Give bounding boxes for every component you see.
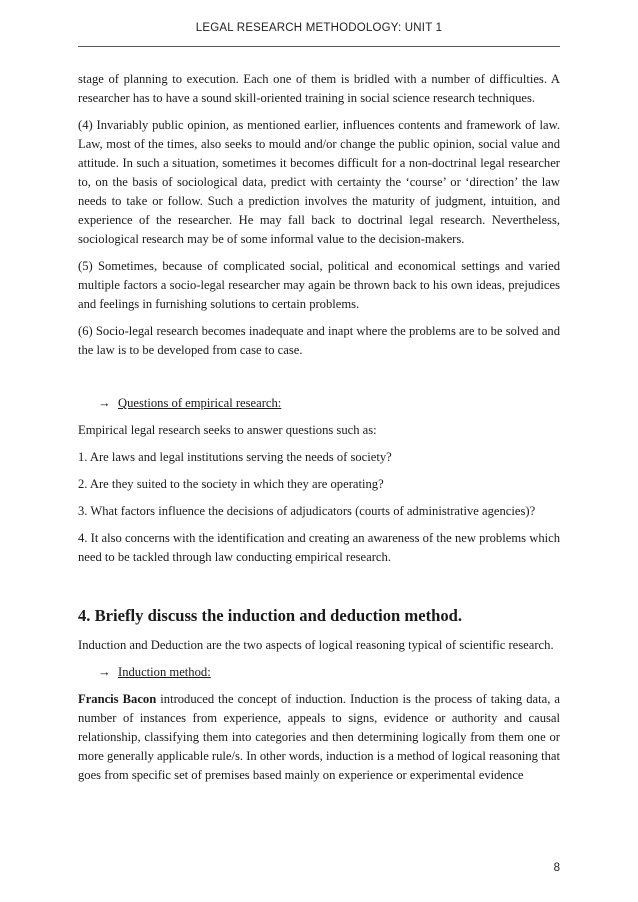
page-number: 8	[553, 862, 560, 874]
paragraph-point-5: (5) Sometimes, because of complicated social, political and economical settings and varied multiple factors a socio-legal researcher may again be thrown back to his own ideas, prejudices and feelings in furnishing solutions to certain problems.	[78, 259, 560, 311]
header-divider	[78, 46, 560, 47]
arrow-right-icon: →	[98, 396, 111, 410]
section-heading: 4. Briefly discuss the induction and deduction method.	[78, 606, 463, 625]
page-header: LEGAL RESEARCH METHODOLOGY: UNIT 1	[195, 22, 443, 34]
section-intro: Induction and Deduction are the two aspects of logical reasoning typical of scientific research.	[78, 638, 554, 652]
empirical-intro: Empirical legal research seeks to answer questions such as:	[78, 423, 377, 437]
question-item: 2. Are they suited to the society in which they are operating?	[78, 477, 384, 491]
question-item: 3. What factors influence the decisions of adjudicators (courts of administrative agencies)?	[78, 504, 536, 518]
empirical-heading-text: Questions of empirical research:	[118, 396, 282, 410]
paragraph-point-6: (6) Socio-legal research becomes inadequate and inapt where the problems are to be solved and the law is to be developed from case to case.	[78, 324, 560, 357]
arrow-right-icon: →	[98, 665, 111, 679]
page-body	[78, 70, 560, 793]
bacon-name: Francis Bacon	[78, 692, 157, 706]
spacer	[78, 368, 560, 394]
induction-heading	[78, 663, 560, 682]
induction-heading-text: Induction method:	[118, 665, 211, 679]
paragraph-continuation: stage of planning to execution. Each one of them is bridled with a number of difficulties. A researcher has to have a sound skill-oriented training in social science research techniques.	[78, 72, 560, 105]
induction-paragraph	[78, 690, 560, 785]
question-item: 1. Are laws and legal institutions serving the needs of society?	[78, 450, 392, 464]
question-item: 4. It also concerns with the identification and creating an awareness of the new problems which need to be tackled through law conducting empirical research.	[78, 531, 560, 564]
induction-text: introduced the concept of induction. Induction is the process of taking data, a number of instances from experience, appeals to signs, evidence or authority and causal relationship, classifying them into categories and then determining logically from them one or more generally applicable rule/s. In other words, induction is a method of logical reasoning that goes from specific set of premises based mainly on experience or experimental evidence	[78, 692, 560, 782]
empirical-questions-heading	[78, 394, 560, 413]
spacer	[78, 575, 560, 605]
paragraph-point-4: (4) Invariably public opinion, as mentioned earlier, influences contents and framework of law. Law, most of the times, also seeks to mould and/or change the public opinion, social value and attitude. In such a situation, sometimes it becomes difficult for a non-doctrinal legal researcher to, on the basis of sociological data, predict with certainty the ‘course’ or ‘direction’ the law needs to take or follow. Such a prediction involves the maturity of judgment, intuition, and experience of the researcher. He may fall back to doctrinal legal research. Nevertheless, sociological research may be of some informal value to the decision-makers.	[78, 118, 560, 246]
